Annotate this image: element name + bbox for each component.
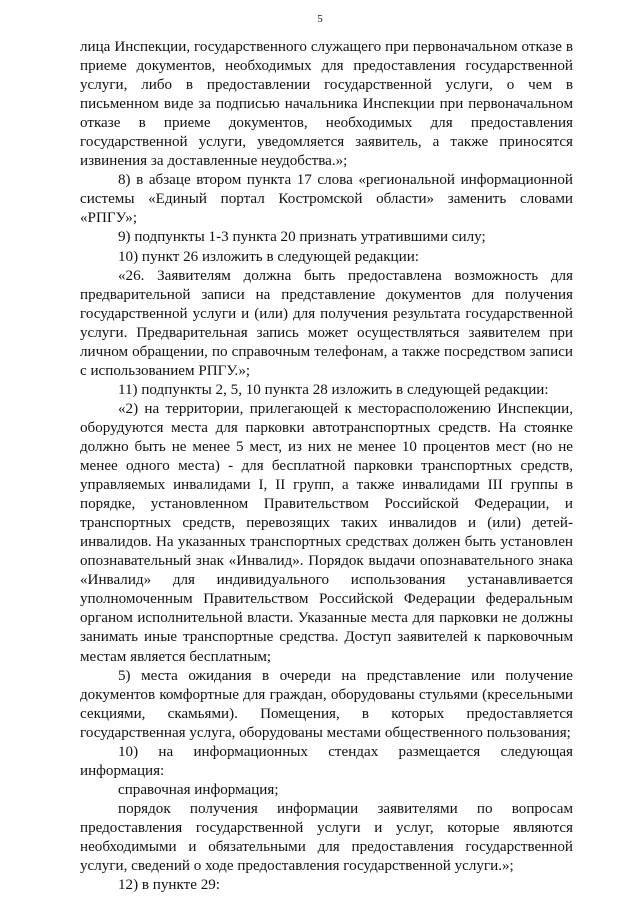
paragraph-item-8: 8) в абзаце втором пункта 17 слова «региональной информационной системы «Единый портал Костромской области» заменить словами «РПГУ»; xyxy=(80,172,573,227)
document-body xyxy=(80,38,573,895)
paragraph-continuation: лица Инспекции, государственного служащего при первоначальном отказе в приеме документов, необходимых для предоставления государственной услуги, либо в предоставлении государственной услуги, о чем в письменном виде за подписью начальника Инспекции при первоначальном отказе в приеме документов, необходимых для предоставления государственной услуги, уведомляется заявитель, а также приносятся извинения за доставленные неудобства.»; xyxy=(80,39,573,170)
paragraph-item-9: 9) подпункты 1-3 пункта 20 признать утратившими силу; xyxy=(118,229,486,246)
paragraph-clause-26: «26. Заявителям должна быть предоставлена возможность для предварительной записи на представление документов для получения государственной услуги и (или) для получения результата государственной услуги. Предварительная запись может осуществляться заявителем при личном обращении, по справочным телефонам, а также посредством записи с использованием РПГУ.»; xyxy=(80,267,573,379)
paragraph-subitem-2: «2) на территории, прилегающей к месторасположению Инспекции, оборудуются места для парковки автотранспортных средств. На стоянке должно быть не менее 5 мест, из них не менее 10 процентов мест (но не менее одного места) - для бесплатной парковки транспортных средств, управляемых инвалидами I, II групп, а также инвалидами III группы в порядке, установленном Правительством Российской Федерации, и транспортных средств, перевозящих таких инвалидов и (или) детей-инвалидов. На указанных транспортных средствах должен быть установлен опознавательный знак «Инвалид». Порядок выдачи опознавательного знака «Инвалид» для индивидуального использования устанавливается уполномоченным Правительством Российской Федерации федеральным органом исполнительной власти. Указанные места для парковки не должны занимать иные транспортные средства. Доступ заявителей к парковочным местам является бесплатным; xyxy=(80,400,573,665)
paragraph-subitem-5: 5) места ожидания в очереди на представление или получение документов комфортные для граждан, оборудованы стульями (кресельными секциями, скамьями). Помещения, в которых предоставляется государственная услуга, оборудованы местами общественного пользования; xyxy=(80,667,573,741)
paragraph-subitem-10: 10) на информационных стендах размещается следующая информация: xyxy=(80,743,573,779)
paragraph-item-12: 12) в пункте 29: xyxy=(118,877,220,894)
paragraph-item-11: 11) подпункты 2, 5, 10 пункта 28 изложить в следующей редакции: xyxy=(118,381,549,398)
paragraph-reference-info: справочная информация; xyxy=(118,781,279,798)
paragraph-procedure-info: порядок получения информации заявителями по вопросам предоставления государственной услуги и услуг, которые являются необходимыми и обязательными для предоставления государственной услуги, сведений о ходе предоставления государственной услуги.»; xyxy=(80,800,573,875)
page-number: 5 xyxy=(317,13,323,25)
paragraph-item-10: 10) пункт 26 изложить в следующей редакции: xyxy=(118,248,419,265)
